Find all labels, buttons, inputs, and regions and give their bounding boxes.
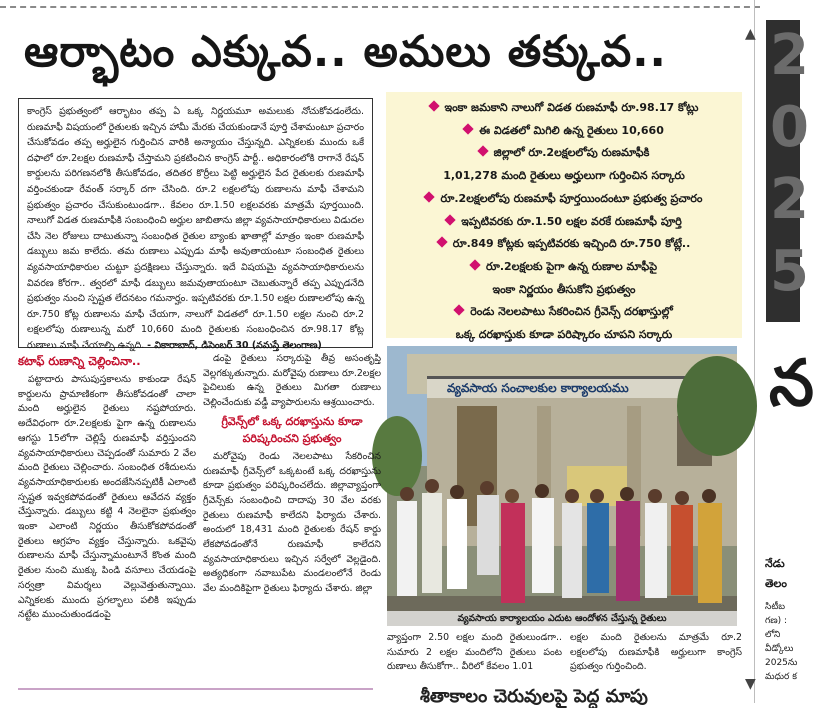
column-3-text: వ్యాప్తంగా 2.50 లక్షల మంది రైతులుండగా.. సుమారు 2 లక్షల మందిలోని రైతులు పంట రుణాలు తీసుకోగా.. వీరిలో కేవలం 1.01 bbox=[387, 632, 562, 673]
article-column-2 bbox=[203, 352, 381, 695]
highlights-box bbox=[386, 92, 742, 342]
office-board-text: వ్యవసాయ సంచాలకుల కార్యాలయము bbox=[447, 381, 629, 395]
highlight-item: రూ.2లక్షలకు పైగా ఉన్న రుణాల మాఫీపై bbox=[390, 256, 738, 279]
highlight-item: ఒక్క దరఖాస్తుకు కూడా పరిష్కారం చూపని సర్కారు bbox=[455, 328, 673, 342]
scroll-up-arrow-icon: ▲ bbox=[745, 26, 756, 42]
column-1-text: పట్టాదారు పాసుపుస్తకాలను కాకుండా రేషన్ కార్డులను ప్రామాణికంగా తీసుకోవడంతో చాలా మంది అర్హులైన రైతులు నష్టపోయారు. అదేవిధంగా రూ.2లక్షలకు పైగా ఉన్న రుణాలను ఆగస్టు 15లోగా చెల్లిస్తే రుణమాఫీ వర్తిస్తుందని వ్యవసాయాధికారులు చెప్పడంతో సుమారు 2 వేల మంది రైతులు చెల్లించారు. సంబంధిత రశీదులను వ్యవసాయాధికారులకు అందజేసినప్పటికీ ఎలాంటి స్పష్టత ఇవ్వకపోవడంతో రైతులు ఆవేదన వ్యక్తం చేస్తున్నారు. డబ్బులు కట్టి 4 నెలలైనా ప్రభుత్వం ఇంకా ఎలాంటి నిర్ణయం తీసుకోకపోవడంతో రైతులు ఆగ్రహం వ్యక్తం చేస్తున్నారు. ఒకవైపు రుణాలను మాఫీ చేస్తున్నామంటూనే కొంత మంది రైతుల నుంచి ముక్కు పిండి వసూలు చేయడంపై సర్వత్రా విమర్శలు వెల్లువెత్తుతున్నాయి. ఎన్నికలకు ముందు ప్రగల్భాలు పలికి ఇప్పుడు నట్టేట ముంచుతుండడంపై bbox=[18, 374, 196, 621]
news-photo bbox=[387, 346, 737, 626]
year-digit: 0 bbox=[770, 95, 809, 160]
diamond-bullet-icon bbox=[445, 214, 456, 225]
adjacent-text: 2025ను bbox=[765, 658, 798, 668]
diamond-bullet-icon bbox=[436, 237, 447, 248]
adjacent-text: వీడ్కోలు bbox=[765, 644, 794, 654]
highlight-item: 1,01,278 మంది రైతులు అర్హులుగా గుర్తించిన సర్కారు bbox=[443, 169, 685, 183]
article-column-4 bbox=[570, 631, 742, 686]
adjacent-text: నేడు bbox=[765, 557, 785, 570]
headline: ఆర్భాటం ఎక్కువ.. అమలు తక్కువ.. bbox=[24, 27, 667, 77]
page-top-rule bbox=[0, 6, 760, 8]
column-2-text-bottom: మరోవైపు రెండు నెలలపాటు సేకరించిన రుణమాఫీ గ్రీవెన్స్‌లో ఒక్కటంటే ఒక్క దరఖాస్తును కూడా ప్రభుత్వం పరిష్కరించలేదు. జిల్లావ్యాప్తంగా గ్రీవెన్స్‌కు సంబంధించి దాదాపు 30 వేల వరకు రైతులు రుణమాఫీ కాలేదని ఫిర్యాదు చేశారు. అందులో 18,431 మంది రైతులకు రేషన్ కార్డు లేకపోవడంతోనే రుణమాఫీ కాలేదని వ్యవసాయాధికారులు ఇచ్చిన సర్వేలో వెల్లడైంది. అత్యధికంగా నవాబుపేట మండలంలోనే రెండు వేల మందికిపైగా రైతులు ఫిర్యాదు చేశారు. జిల్లా bbox=[203, 450, 381, 595]
lead-text: కాంగ్రెస్ ప్రభుత్వంలో ఆర్భాటం తప్ప ఏ ఒక్క నిర్ణయమూ అమలుకు నోచుకోవడంలేదు. రుణమాఫీ విషయంలో రైతులకు ఇచ్చిన హామీ మేరకు చేయకుండానే పూర్తి చేశామంటూ ప్రచారం చేసుకోవడం తప్ప అర్హులైన గుర్తించిన వారికి అన్యాయం చేస్తున్నది. ఎన్నికలకు ముందు ఒకే దఫాలో రూ.2లక్షల రుణమాఫీ చేస్తామని ప్రకటించిన కాంగ్రెస్ పార్టీ.. అధికారంలోకి రాగానే రేషన్ కార్డులను పరిగణనలోకి తీసుకోవడం, తదితర కొర్రీలు పెట్టి అర్హులైన పేద రైతులకు రుణమాఫీ వర్తించకుండా రేవంత్ సర్కార్ దగా చేసింది. రూ.2 లక్షలలోపు రుణాలను మాఫీ చేశామని ప్రభుత్వం ప్రచారం చేసుకుంటుండగా.. కేవలం రూ.1.50 లక్షలవరకు మాత్రమే పూర్తయింది. నాలుగో విడత రుణమాఫీకి సంబంధించి అర్హుల జాబితాను జిల్లా వ్యవసాయాధికారులు విడుదల చేసి నెల రోజులు దాటుతున్నా సంబంధిత రైతుల బ్యాంకు ఖాతాల్లో మాత్రం ఇంకా రుణమాఫీ డబ్బులు జమ కాలేదు. తమ రుణాలు ఎప్పుడు మాఫీ అవుతాయంటూ సంబంధిత రైతులు వ్యవసాయాధికారుల చుట్టూ ప్రదక్షిణలు చేస్తున్నారు. ఇదే విషయమై వ్యవసాయాధికారులను వివరణ కోరగా.. త్వరలో మాఫీ డబ్బులు జమవుతాయంటూ చెబుతున్నారే తప్ప ఎప్పుడనేది ప్రభుత్వం నుంచి స్పష్టత లేదనటం గమనార్హం. ఇప్పటివరకు రూ.1.50 లక్షల రుణాలలోపు ఉన్న రూ.750 కోట్ల రుణాలను మాఫీ చేయగా, నాలుగో విడతలో రూ.1.50 లక్షల నుంచి రూ.2 లక్షలలోపు రుణాలున్న మరో 10,660 మంది రైతులకు సంబంధించిన రూ.98.17 కోట్ల రుణాలు మాఫీ చేయాల్సి ఉన్నది. bbox=[27, 106, 365, 351]
diamond-bullet-icon bbox=[469, 259, 480, 270]
year-digit: 5 bbox=[770, 239, 809, 304]
adjacent-text: గణ) : bbox=[765, 616, 788, 626]
diamond-bullet-icon bbox=[428, 100, 439, 111]
highlight-item: ఇప్పటివరకు రూ.1.50 లక్షల వరకే రుణమాఫీ పూర్తి bbox=[390, 211, 738, 234]
article-column-1 bbox=[18, 352, 196, 695]
column-2-text-top: డంపై రైతులు సర్కారుపై తీవ్ర అసంతృప్తి వెల్లగక్కుతున్నారు. మరోవైపు రుణాలు రూ.2లక్షల పైచిలుకు ఉన్న రైతులు మిగతా రుణాలు చెల్లించేందుకు వడ్డీ వ్యాపారులను ఆశ్రయించారు. bbox=[203, 353, 381, 409]
adjacent-headline-letter: న bbox=[769, 347, 814, 421]
scroll-down-arrow-icon: ▼ bbox=[745, 676, 756, 692]
dateline: - వికారాబాద్, డిసెంబర్ 30 (నమస్తే తెలంగాణ) bbox=[147, 339, 322, 351]
column-4-text: లక్షల మంది రైతులను మాత్రమే రూ.2 లక్షలలోపు రుణమాఫీకి అర్హులుగా కాంగ్రెస్ ప్రభుత్వం గుర్తించింది. bbox=[570, 632, 742, 673]
subheading-cutoff: కటాఫ్ రుణాన్ని చెల్లించినా.. bbox=[18, 354, 141, 368]
adjacent-text: లోని bbox=[765, 630, 781, 640]
adjacent-text: సిటీబ bbox=[765, 602, 786, 612]
highlight-item: రూ.2లక్షలలోపు రుణమాఫీ పూర్తయిందంటూ ప్రభుత్వ ప్రచారం bbox=[390, 188, 738, 211]
year-digit: 2 bbox=[770, 23, 809, 88]
next-article-headline: శీతాకాలం చెరువులపై పెద్ద మాపు bbox=[420, 686, 648, 707]
highlight-item: జిల్లాలో రూ.2లక్షలలోపు రుణమాఫీకి bbox=[390, 142, 738, 165]
adjacent-text: తెలం bbox=[765, 577, 787, 590]
protest-photo-illustration bbox=[387, 346, 737, 626]
highlights-list bbox=[390, 97, 738, 347]
column-divider bbox=[754, 0, 755, 703]
subheading-grievance: గ్రీవెన్స్‌లో ఒక్క దరఖాస్తును కూడా పరిష్కరించని ప్రభుత్వం bbox=[221, 414, 363, 445]
diamond-bullet-icon bbox=[477, 146, 488, 157]
adjacent-page-panel bbox=[766, 20, 809, 322]
adjacent-text: మధుర క bbox=[765, 672, 797, 682]
highlight-item: ఇంకా నిర్ణయం తీసుకోని ప్రభుత్వం bbox=[492, 282, 636, 296]
year-digit: 2 bbox=[770, 167, 809, 232]
lead-box bbox=[18, 98, 373, 351]
next-article-box bbox=[18, 688, 373, 705]
diamond-bullet-icon bbox=[454, 305, 465, 316]
highlight-item: రూ.849 కోట్లకు ఇప్పటివరకు ఇచ్చింది రూ.750 కోట్లే.. bbox=[390, 233, 738, 256]
photo-caption: వ్యవసాయ కార్యాలయం ఎదుట ఆందోళన చేస్తున్న రైతులు bbox=[387, 611, 737, 627]
highlight-item: ఇంకా జమకాని నాలుగో విడత రుణమాఫీ రూ.98.17 కోట్లు bbox=[390, 97, 738, 120]
diamond-bullet-icon bbox=[424, 191, 435, 202]
highlight-item: రెండు నెలలపాటు సేకరించిన గ్రీవెన్స్ దరఖాస్తుల్లో bbox=[390, 301, 738, 324]
highlight-item: ఈ విడతలో మిగిలి ఉన్న రైతులు 10,660 bbox=[390, 120, 738, 143]
article-column-3 bbox=[387, 631, 562, 686]
diamond-bullet-icon bbox=[462, 123, 473, 134]
